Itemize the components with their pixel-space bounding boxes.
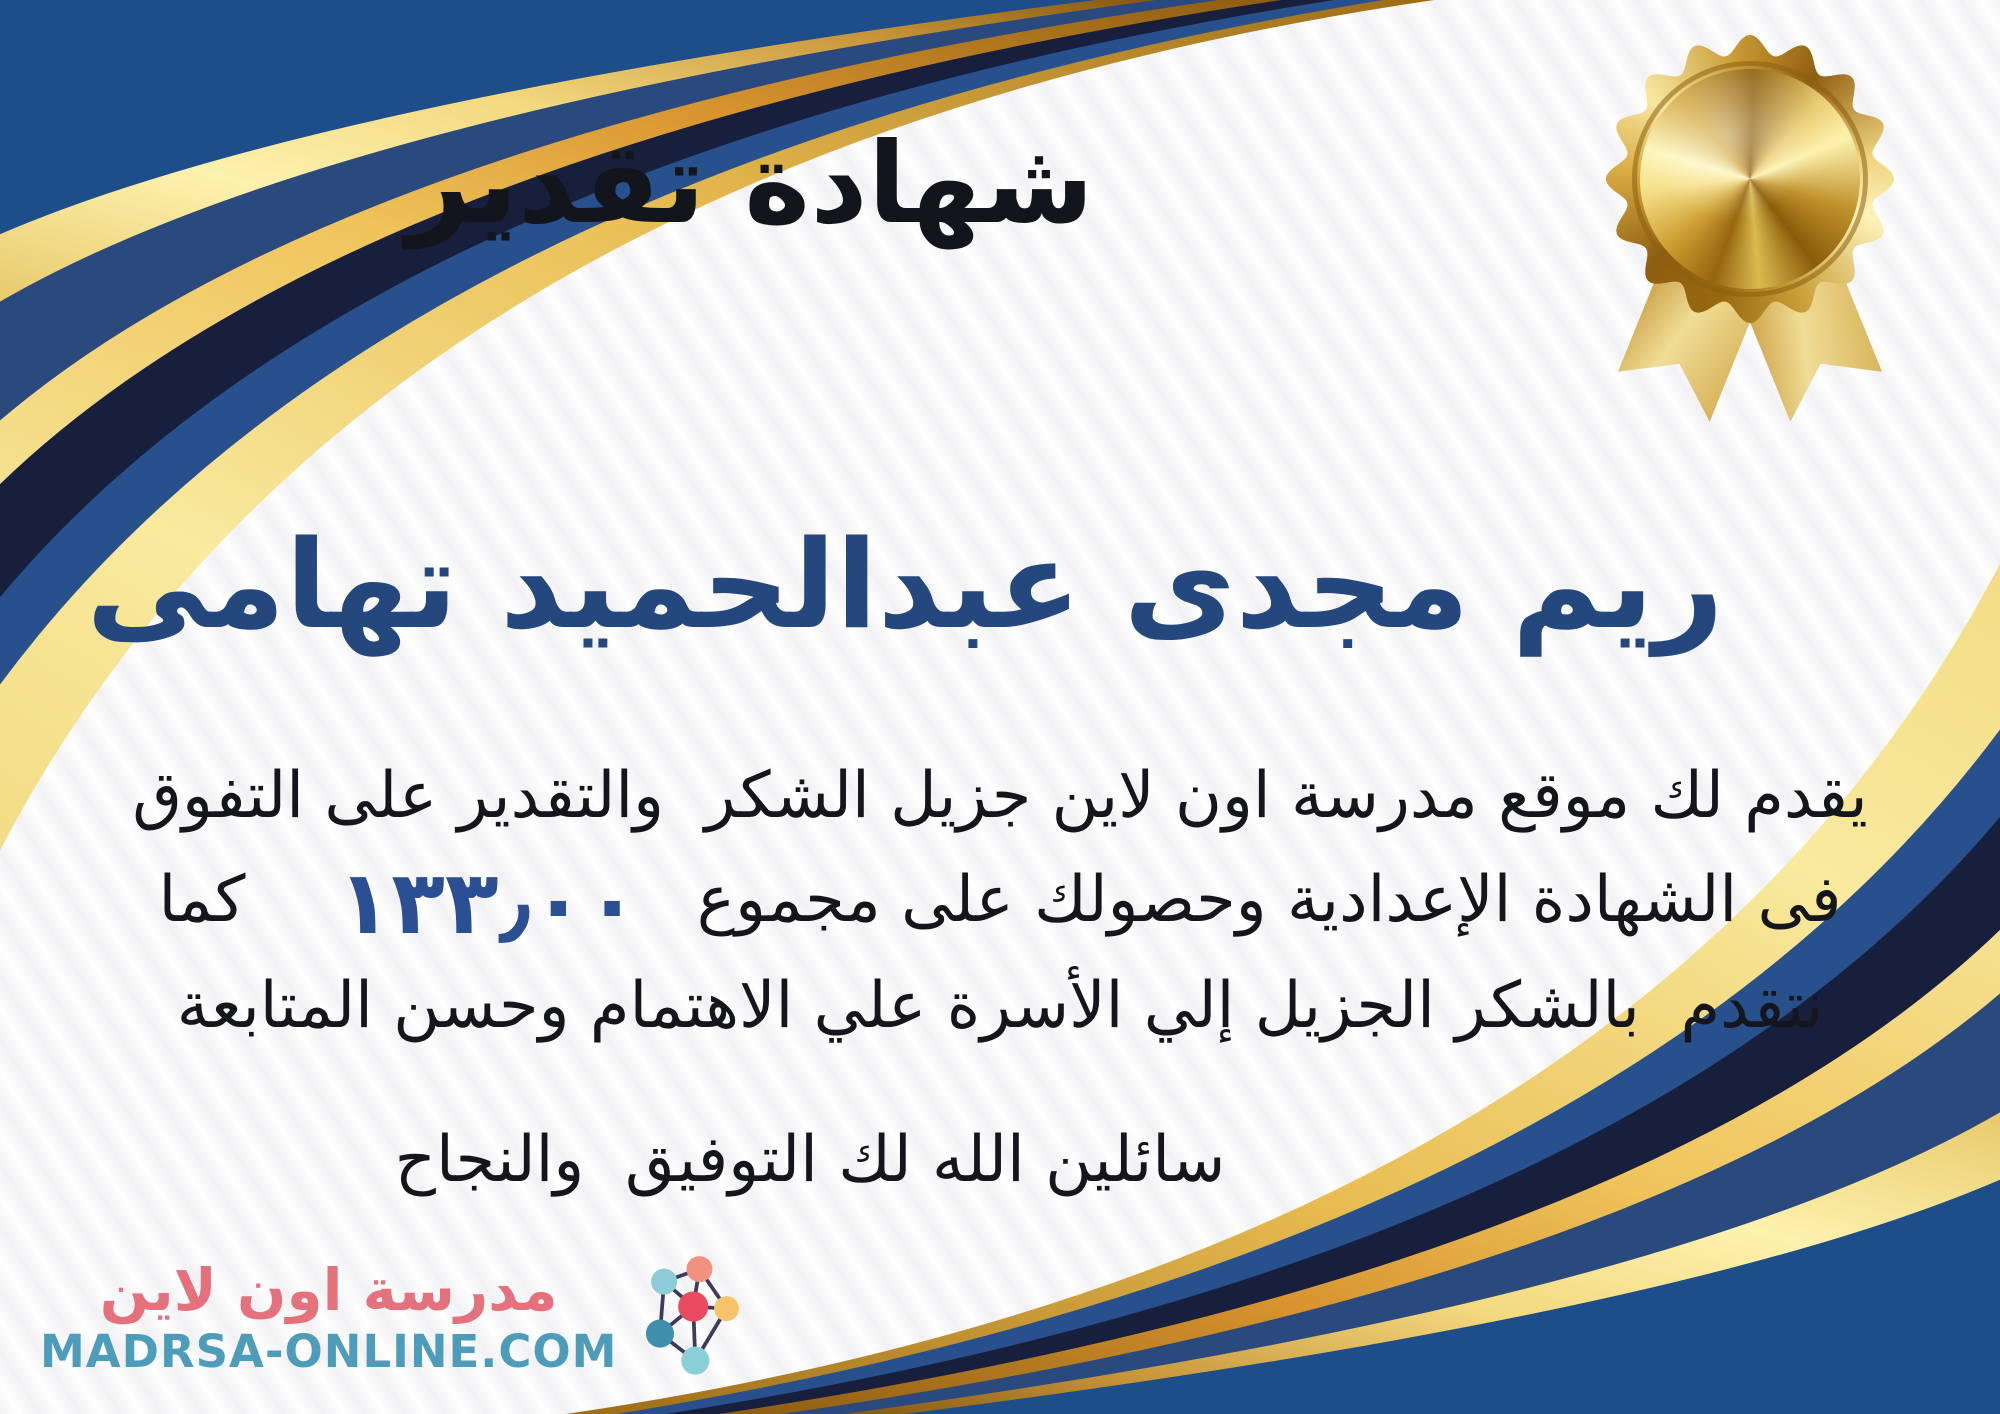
site-url: MADRSA-ONLINE.COM [40, 1325, 618, 1379]
closing-line: سائلين الله لك التوفيق والنجاح [394, 1123, 1226, 1197]
gold-medal-icon [1596, 34, 1904, 402]
body-line-2 [0, 851, 2000, 955]
medal-rosette [1605, 34, 1895, 324]
student-name: ريم مجدى عبدالحميد تهامى [86, 514, 1724, 656]
site-logo [40, 1250, 739, 1386]
site-name-arabic: مدرسة اون لاين [99, 1256, 558, 1325]
body-line-2-after: كما [158, 863, 246, 937]
body-line-1: يقدم لك موقع مدرسة اون لاين جزيل الشكر والتقدير على التفوق [132, 759, 1868, 833]
medal-face [1640, 69, 1860, 289]
network-graph-icon [635, 1250, 739, 1386]
site-logo-texts [40, 1256, 618, 1379]
score-value: ١٣٣٫٠٠ [337, 851, 639, 955]
body-line-2-before: فى الشهادة الإعدادية وحصولك على مجموع [696, 863, 1842, 937]
certificate-title: شهادة تقدير [406, 119, 1094, 249]
body-line-3: نتقدم بالشكر الجزيل إلي الأسرة علي الاهتمام وحسن المتابعة [176, 969, 1824, 1043]
